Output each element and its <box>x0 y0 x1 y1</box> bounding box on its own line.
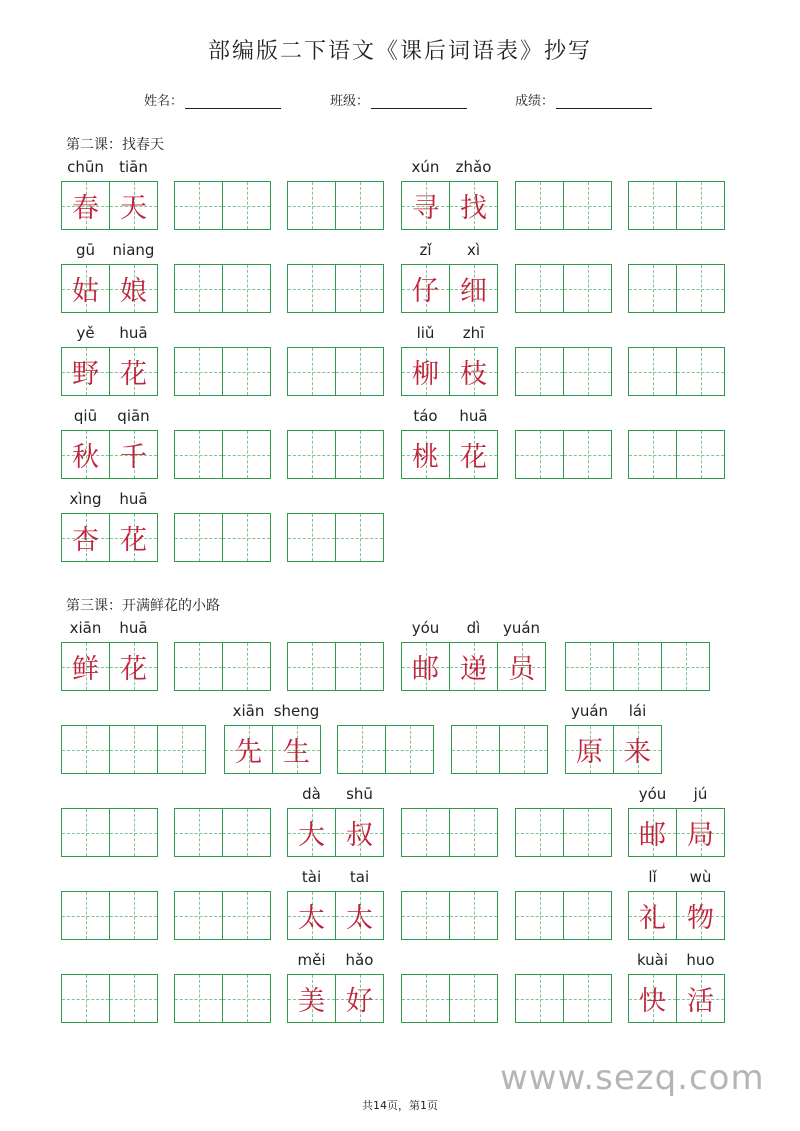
tianzige-cell <box>676 951 725 1023</box>
hanzi-character: 花 <box>120 654 147 685</box>
hanzi-character: 太 <box>298 903 325 934</box>
tianzige-cell <box>335 951 384 1023</box>
pinyin-label: tai <box>349 868 370 886</box>
tianzige-cell <box>676 868 725 940</box>
name-label: 姓名： <box>144 94 184 109</box>
tianzige-cell[interactable] <box>222 808 271 857</box>
hanzi-character: 递 <box>460 654 487 685</box>
tianzige-cell[interactable] <box>174 974 223 1023</box>
pinyin-label: sheng <box>273 702 320 720</box>
word-box <box>401 324 498 396</box>
tianzige-cell[interactable] <box>676 181 725 230</box>
tianzige-cell[interactable] <box>109 725 158 774</box>
blank-practice-box[interactable] <box>174 181 271 230</box>
tianzige-cell <box>335 868 384 940</box>
hanzi-character: 细 <box>460 276 487 307</box>
blank-practice-box[interactable] <box>337 725 434 774</box>
tianzige-cell[interactable] <box>157 725 206 774</box>
name-line[interactable] <box>185 95 281 109</box>
lesson-heading: 第二课：找春天 <box>66 137 164 153</box>
word-box <box>61 490 158 562</box>
pinyin-label: shū <box>346 785 373 803</box>
pinyin-label: huā <box>119 324 148 342</box>
word-box <box>287 951 384 1023</box>
blank-practice-box[interactable] <box>628 347 725 396</box>
hanzi-character: 美 <box>298 986 325 1017</box>
pinyin-label: jú <box>693 785 708 803</box>
tianzige-cell[interactable] <box>109 891 158 940</box>
word-box <box>287 785 384 857</box>
tianzige-cell <box>628 785 677 857</box>
pinyin-label: chūn <box>67 158 104 176</box>
pinyin-label: lái <box>628 702 647 720</box>
class-line[interactable] <box>371 95 467 109</box>
tianzige-cell[interactable] <box>676 347 725 396</box>
tianzige-cell[interactable] <box>451 725 500 774</box>
pinyin-label: liǔ <box>416 324 435 342</box>
score-line[interactable] <box>556 95 652 109</box>
hanzi-character: 天 <box>120 193 147 224</box>
hanzi-character: 野 <box>72 359 99 390</box>
blank-practice-box[interactable] <box>515 808 612 857</box>
pinyin-label: zhī <box>462 324 485 342</box>
tianzige-cell[interactable] <box>565 642 614 691</box>
word-box <box>61 324 158 396</box>
tianzige-cell <box>613 702 662 774</box>
tianzige-cell[interactable] <box>222 264 271 313</box>
blank-practice-box[interactable] <box>174 513 271 562</box>
pinyin-label: gū <box>75 241 96 259</box>
pinyin-label: yuán <box>502 619 541 637</box>
tianzige-cell[interactable] <box>515 974 564 1023</box>
tianzige-cell[interactable] <box>515 264 564 313</box>
blank-practice-box[interactable] <box>287 181 384 230</box>
tianzige-cell[interactable] <box>335 181 384 230</box>
tianzige-cell <box>287 785 336 857</box>
tianzige-cell <box>449 324 498 396</box>
pinyin-label: wù <box>689 868 712 886</box>
hanzi-character: 先 <box>235 737 262 768</box>
tianzige-cell <box>61 158 110 230</box>
tianzige-cell[interactable] <box>449 891 498 940</box>
pinyin-label: měi <box>297 951 326 969</box>
tianzige-cell[interactable] <box>61 808 110 857</box>
tianzige-cell <box>401 324 450 396</box>
hanzi-character: 寻 <box>412 193 439 224</box>
blank-practice-box[interactable] <box>287 513 384 562</box>
tianzige-cell[interactable] <box>515 347 564 396</box>
tianzige-cell[interactable] <box>174 181 223 230</box>
word-box <box>401 619 546 691</box>
page-footer: 共14页，第1页 <box>362 1099 438 1112</box>
tianzige-cell[interactable] <box>661 642 710 691</box>
word-box <box>401 158 498 230</box>
hanzi-character: 花 <box>120 359 147 390</box>
tianzige-cell[interactable] <box>109 808 158 857</box>
tianzige-cell[interactable] <box>222 891 271 940</box>
pinyin-label: xiān <box>69 619 102 637</box>
tianzige-cell <box>109 324 158 396</box>
pinyin-label: tiān <box>119 158 148 176</box>
hanzi-character: 娘 <box>120 276 147 307</box>
hanzi-character: 花 <box>120 525 147 556</box>
tianzige-cell[interactable] <box>335 642 384 691</box>
blank-practice-box[interactable] <box>174 264 271 313</box>
blank-practice-box[interactable] <box>61 974 158 1023</box>
tianzige-cell[interactable] <box>287 347 336 396</box>
word-box <box>224 702 321 774</box>
blank-practice-box[interactable] <box>287 264 384 313</box>
hanzi-character: 桃 <box>412 442 439 473</box>
hanzi-character: 柳 <box>412 359 439 390</box>
tianzige-cell[interactable] <box>499 725 548 774</box>
tianzige-cell[interactable] <box>563 181 612 230</box>
tianzige-cell <box>401 407 450 479</box>
tianzige-cell[interactable] <box>335 430 384 479</box>
word-box <box>401 407 498 479</box>
blank-practice-box[interactable] <box>61 891 158 940</box>
hanzi-character: 活 <box>687 986 714 1017</box>
tianzige-cell[interactable] <box>515 891 564 940</box>
word-box <box>628 868 725 940</box>
hanzi-character: 杏 <box>72 525 99 556</box>
pinyin-label: hǎo <box>345 951 374 969</box>
tianzige-cell <box>335 785 384 857</box>
tianzige-cell[interactable] <box>174 513 223 562</box>
tianzige-cell[interactable] <box>563 891 612 940</box>
pinyin-label: dì <box>466 619 481 637</box>
tianzige-cell[interactable] <box>335 347 384 396</box>
pinyin-label: qiū <box>73 407 98 425</box>
tianzige-cell <box>565 702 614 774</box>
tianzige-cell[interactable] <box>174 430 223 479</box>
tianzige-cell[interactable] <box>515 430 564 479</box>
tianzige-cell <box>109 619 158 691</box>
tianzige-cell[interactable] <box>287 264 336 313</box>
tianzige-cell[interactable] <box>449 974 498 1023</box>
blank-practice-box[interactable] <box>628 430 725 479</box>
tianzige-cell <box>272 702 321 774</box>
word-box <box>628 785 725 857</box>
blank-practice-box[interactable] <box>174 808 271 857</box>
word-box <box>61 619 158 691</box>
tianzige-cell[interactable] <box>385 725 434 774</box>
word-box <box>61 407 158 479</box>
blank-practice-box[interactable] <box>628 181 725 230</box>
class-label: 班级： <box>330 94 370 109</box>
tianzige-cell[interactable] <box>563 974 612 1023</box>
blank-practice-box[interactable] <box>287 430 384 479</box>
blank-practice-box[interactable] <box>174 642 271 691</box>
pinyin-label: kuài <box>636 951 669 969</box>
hanzi-character: 大 <box>298 820 325 851</box>
word-box <box>61 158 158 230</box>
word-box <box>61 241 158 313</box>
tianzige-cell[interactable] <box>515 181 564 230</box>
pinyin-label: huā <box>459 407 488 425</box>
pinyin-label: dà <box>302 785 321 803</box>
tianzige-cell <box>449 407 498 479</box>
pinyin-label: zǐ <box>419 241 432 259</box>
tianzige-cell[interactable] <box>287 181 336 230</box>
pinyin-label: yě <box>76 324 95 342</box>
tianzige-cell[interactable] <box>222 430 271 479</box>
tianzige-cell <box>287 868 336 940</box>
tianzige-cell[interactable] <box>222 642 271 691</box>
hanzi-character: 叔 <box>346 820 373 851</box>
blank-practice-box[interactable] <box>174 430 271 479</box>
score-label: 成绩： <box>515 94 555 109</box>
tianzige-cell <box>109 158 158 230</box>
tianzige-cell <box>449 158 498 230</box>
hanzi-character: 礼 <box>639 903 666 934</box>
pinyin-label: xì <box>466 241 481 259</box>
tianzige-cell <box>628 951 677 1023</box>
pinyin-label: qiān <box>117 407 150 425</box>
tianzige-cell[interactable] <box>401 891 450 940</box>
tianzige-cell <box>449 619 498 691</box>
tianzige-cell[interactable] <box>222 347 271 396</box>
tianzige-cell <box>109 241 158 313</box>
tianzige-cell[interactable] <box>222 513 271 562</box>
watermark: www.sezq.com <box>500 1058 765 1098</box>
tianzige-cell[interactable] <box>174 264 223 313</box>
blank-practice-box[interactable] <box>451 725 548 774</box>
hanzi-character: 快 <box>639 986 666 1017</box>
pinyin-label: huo <box>686 951 715 969</box>
tianzige-cell <box>497 619 546 691</box>
tianzige-cell[interactable] <box>174 808 223 857</box>
tianzige-cell <box>449 241 498 313</box>
pinyin-label: niang <box>112 241 155 259</box>
word-box <box>401 241 498 313</box>
blank-practice-box[interactable] <box>401 808 498 857</box>
blank-practice-box[interactable] <box>515 347 612 396</box>
tianzige-cell[interactable] <box>628 347 677 396</box>
name-field[interactable] <box>144 90 281 109</box>
class-field[interactable] <box>330 90 467 109</box>
tianzige-cell[interactable] <box>287 430 336 479</box>
word-box <box>628 951 725 1023</box>
blank-practice-box[interactable] <box>515 430 612 479</box>
tianzige-cell <box>628 868 677 940</box>
blank-practice-box[interactable] <box>61 808 158 857</box>
tianzige-cell[interactable] <box>287 513 336 562</box>
hanzi-character: 千 <box>120 442 147 473</box>
tianzige-cell[interactable] <box>628 430 677 479</box>
tianzige-cell[interactable] <box>613 642 662 691</box>
tianzige-cell <box>287 951 336 1023</box>
tianzige-cell[interactable] <box>563 264 612 313</box>
pinyin-label: xiān <box>232 702 265 720</box>
hanzi-character: 花 <box>460 442 487 473</box>
tianzige-cell <box>61 407 110 479</box>
tianzige-cell[interactable] <box>563 430 612 479</box>
hanzi-character: 太 <box>346 903 373 934</box>
word-box <box>287 868 384 940</box>
tianzige-cell[interactable] <box>676 264 725 313</box>
tianzige-cell <box>109 407 158 479</box>
hanzi-character: 仔 <box>412 276 439 307</box>
word-box <box>565 702 662 774</box>
blank-practice-box[interactable] <box>565 642 710 691</box>
blank-practice-box[interactable] <box>515 181 612 230</box>
pinyin-label: yuán <box>570 702 609 720</box>
hanzi-character: 局 <box>687 820 714 851</box>
tianzige-cell[interactable] <box>174 891 223 940</box>
hanzi-character: 邮 <box>639 820 666 851</box>
blank-practice-box[interactable] <box>401 891 498 940</box>
page-title: 部编版二下语文《课后词语表》抄写 <box>207 39 592 64</box>
tianzige-cell <box>61 324 110 396</box>
tianzige-cell <box>224 702 273 774</box>
hanzi-character: 邮 <box>412 654 439 685</box>
tianzige-cell <box>109 490 158 562</box>
tianzige-cell[interactable] <box>449 808 498 857</box>
blank-practice-box[interactable] <box>515 264 612 313</box>
tianzige-cell <box>401 241 450 313</box>
tianzige-cell[interactable] <box>174 347 223 396</box>
blank-practice-box[interactable] <box>174 347 271 396</box>
pinyin-label: zhǎo <box>455 158 492 176</box>
tianzige-cell[interactable] <box>61 974 110 1023</box>
tianzige-cell[interactable] <box>563 808 612 857</box>
blank-practice-box[interactable] <box>61 725 206 774</box>
tianzige-cell <box>401 619 450 691</box>
tianzige-cell[interactable] <box>628 264 677 313</box>
blank-practice-box[interactable] <box>515 891 612 940</box>
hanzi-character: 好 <box>346 986 373 1017</box>
hanzi-character: 姑 <box>72 276 99 307</box>
blank-practice-box[interactable] <box>287 642 384 691</box>
tianzige-cell[interactable] <box>174 642 223 691</box>
tianzige-cell[interactable] <box>335 513 384 562</box>
tianzige-cell[interactable] <box>61 891 110 940</box>
tianzige-cell[interactable] <box>287 642 336 691</box>
hanzi-character: 原 <box>576 737 603 768</box>
hanzi-character: 来 <box>624 737 651 768</box>
pinyin-label: xìng <box>69 490 102 508</box>
pinyin-label: tài <box>301 868 322 886</box>
tianzige-cell[interactable] <box>401 808 450 857</box>
pinyin-label: huā <box>119 619 148 637</box>
tianzige-cell[interactable] <box>222 181 271 230</box>
hanzi-character: 物 <box>687 903 714 934</box>
tianzige-cell <box>61 619 110 691</box>
blank-practice-box[interactable] <box>401 974 498 1023</box>
hanzi-character: 鲜 <box>72 654 99 685</box>
pinyin-label: xún <box>411 158 440 176</box>
blank-practice-box[interactable] <box>287 347 384 396</box>
hanzi-character: 生 <box>283 737 310 768</box>
hanzi-character: 员 <box>508 654 535 685</box>
tianzige-cell[interactable] <box>337 725 386 774</box>
hanzi-character: 春 <box>72 193 99 224</box>
blank-practice-box[interactable] <box>515 974 612 1023</box>
blank-practice-box[interactable] <box>174 974 271 1023</box>
blank-practice-box[interactable] <box>174 891 271 940</box>
tianzige-cell <box>401 158 450 230</box>
pinyin-label: yóu <box>411 619 440 637</box>
pinyin-label: huā <box>119 490 148 508</box>
tianzige-cell[interactable] <box>61 725 110 774</box>
tianzige-cell[interactable] <box>676 430 725 479</box>
tianzige-cell[interactable] <box>515 808 564 857</box>
hanzi-character: 找 <box>460 193 487 224</box>
pinyin-label: yóu <box>638 785 667 803</box>
tianzige-cell[interactable] <box>222 974 271 1023</box>
tianzige-cell <box>61 490 110 562</box>
tianzige-cell[interactable] <box>401 974 450 1023</box>
tianzige-cell <box>676 785 725 857</box>
hanzi-character: 秋 <box>72 442 99 473</box>
tianzige-cell <box>61 241 110 313</box>
lesson-heading: 第三课：开满鲜花的小路 <box>66 598 220 614</box>
score-field[interactable] <box>515 90 652 109</box>
pinyin-label: táo <box>413 407 438 425</box>
tianzige-cell[interactable] <box>628 181 677 230</box>
hanzi-character: 枝 <box>460 359 487 390</box>
tianzige-cell[interactable] <box>109 974 158 1023</box>
tianzige-cell[interactable] <box>335 264 384 313</box>
blank-practice-box[interactable] <box>628 264 725 313</box>
pinyin-label: lǐ <box>648 868 657 886</box>
tianzige-cell[interactable] <box>563 347 612 396</box>
